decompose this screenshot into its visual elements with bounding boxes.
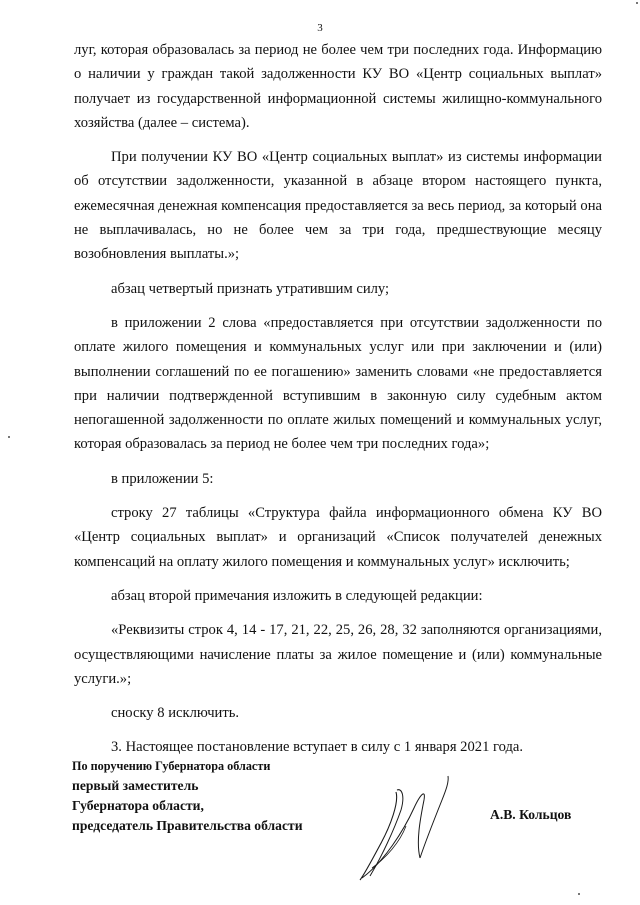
signature-line-4: председатель Правительства области [72,818,303,833]
paragraph-8: «Реквизиты строк 4, 14 - 17, 21, 22, 25, 26, 28, 32 заполняются организациями, осуществляющими начисление платы за жилое помещение и (или) коммунальные услуги.»; [74,622,602,687]
scan-mark-left [8,436,10,438]
scan-mark-top [636,2,638,4]
paragraph-9: сноску 8 исключить. [111,705,240,722]
signature-stroke-3 [362,794,424,878]
handwritten-signature [350,770,465,885]
signature-block [72,756,303,836]
paragraph-2: При получении КУ ВО «Центр социальных выплат» из системы информации об отсутствии задолженности, указанной в абзаце втором настоящего пункта, ежемесячная денежная компенсация предоставляется за весь период, за который она не выплачивалась, но не более чем за три года, предшествующие месяцу возобновления выплаты.»; [74,149,602,263]
document-body [74,38,602,760]
paragraph-6: строку 27 таблицы «Структура файла информационного обмена КУ ВО «Центр социальных выплат» и организаций «Список получателей денежных компенсаций на оплату жилого помещения и коммунальных услуг» исключить; [74,505,602,570]
paragraph-4: в приложении 2 слова «предоставляется при отсутствии задолженности по оплате жилого помещения и коммунальных услуг или при заключении и (или) выполнении соглашений по ее погашению» заменить словами «не предоставляется при наличии подтвержденной вступившим в законную силу судебным актом непогашенной задолженности по оплате жилых помещений и коммунальных услуг, которая образовалась за период не более чем три последних года»; [74,314,602,453]
paragraph-5: в приложении 5: [111,470,214,487]
paragraph-3: абзац четвертый признать утратившим силу; [111,280,390,297]
signature-line-1: По поручению Губернатора области [72,759,271,773]
signature-line-2: первый заместитель [72,778,199,793]
signature-line-3: Губернатора области, [72,798,204,813]
page-number: 3 [317,22,323,34]
paragraph-10: 3. Настоящее постановление вступает в силу с 1 января 2021 года. [111,739,524,756]
signer-name: А.В. Кольцов [490,807,572,822]
scan-mark-bottom [578,893,580,895]
paragraph-1: луг, которая образовалась за период не более чем три последних года. Информацию о наличии у граждан такой задолженности КУ ВО «Центр социальных выплат» получает из государственной информационной системы жилищно-коммунального хозяйства (далее – система). [74,42,602,131]
paragraph-7: абзац второй примечания изложить в следующей редакции: [111,587,483,604]
signature-stroke-4 [420,776,448,858]
